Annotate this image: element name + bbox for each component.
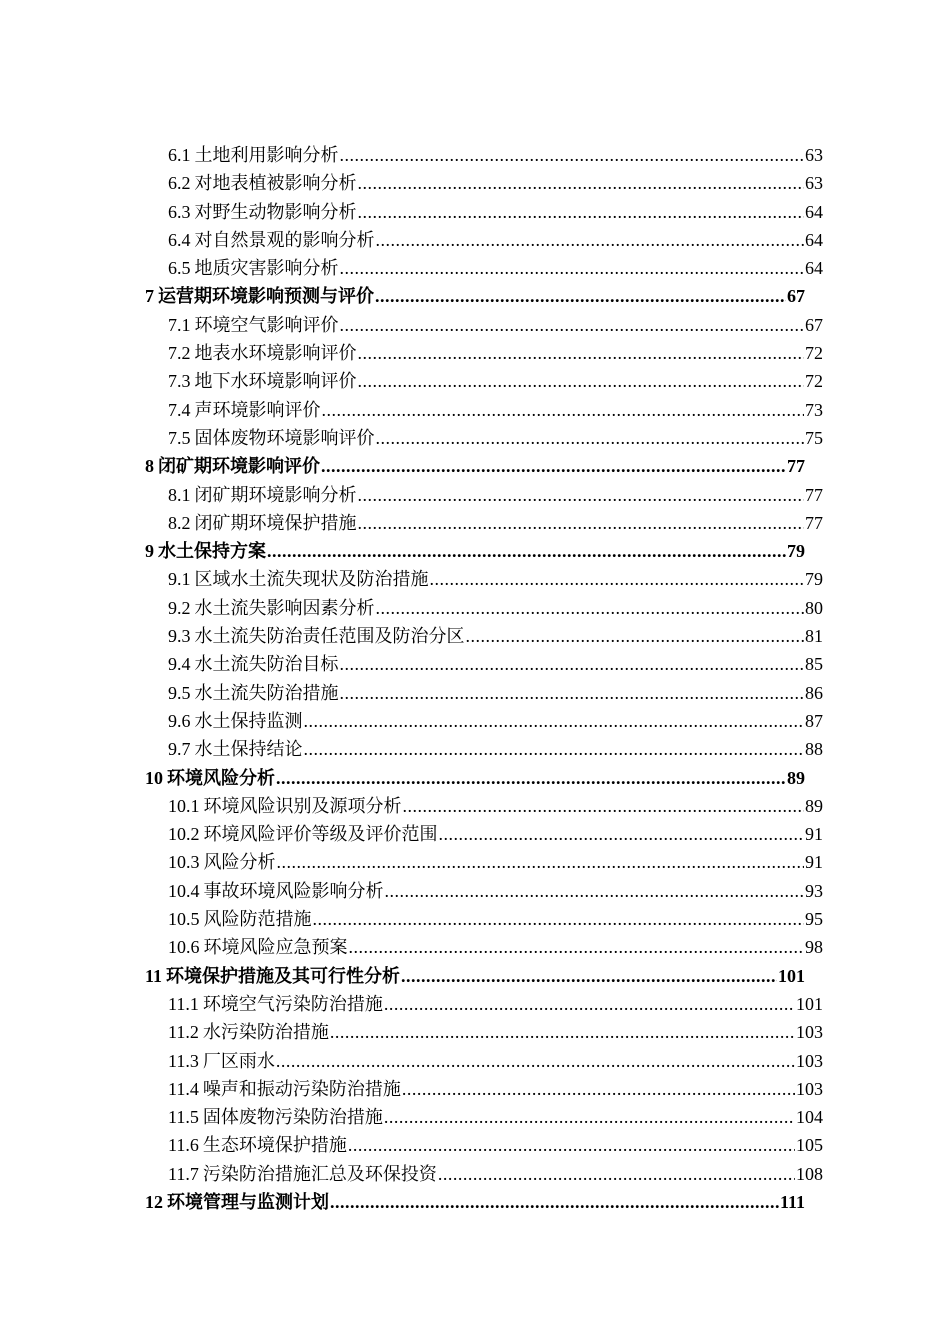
toc-entry-number: 11 bbox=[145, 965, 163, 986]
toc-entry-title: 声环境影响评价 bbox=[194, 399, 321, 420]
toc-section-entry[interactable] bbox=[168, 1047, 823, 1075]
toc-entry-page-number: 98 bbox=[805, 937, 823, 958]
toc-entry-title: 水土流失防治责任范围及防治分区 bbox=[194, 626, 465, 647]
toc-dot-leader bbox=[384, 1103, 795, 1131]
toc-dot-leader bbox=[358, 367, 805, 395]
toc-dot-leader bbox=[376, 424, 805, 452]
toc-entry-number: 9 bbox=[145, 541, 154, 562]
toc-entry-number: 9.3 bbox=[168, 626, 191, 647]
toc-entry-number: 8.2 bbox=[168, 512, 191, 533]
toc-entry-page-number: 104 bbox=[796, 1107, 823, 1128]
toc-section-entry[interactable] bbox=[168, 1103, 823, 1131]
toc-entry-number: 11.7 bbox=[168, 1163, 199, 1184]
toc-dot-leader bbox=[276, 764, 786, 792]
toc-entry-title: 事故环境风险影响分析 bbox=[203, 880, 384, 901]
toc-entry-number: 9.5 bbox=[168, 682, 191, 703]
toc-entry-title: 闭矿期环境保护措施 bbox=[194, 512, 357, 533]
toc-entry-number: 6.2 bbox=[168, 173, 191, 194]
toc-dot-leader bbox=[376, 594, 805, 622]
toc-entry-page-number: 85 bbox=[805, 654, 823, 675]
toc-entry-page-number: 101 bbox=[796, 993, 823, 1014]
toc-entry-page-number: 79 bbox=[787, 541, 805, 562]
toc-section-entry[interactable] bbox=[168, 1131, 823, 1159]
toc-entry-number: 11.1 bbox=[168, 993, 199, 1014]
toc-section-entry[interactable] bbox=[168, 933, 823, 961]
toc-entry-number: 7.2 bbox=[168, 343, 191, 364]
toc-entry-page-number: 86 bbox=[805, 682, 823, 703]
toc-dot-leader bbox=[276, 1047, 795, 1075]
toc-dot-leader bbox=[321, 452, 786, 480]
toc-entry-title: 地表水环境影响评价 bbox=[194, 343, 357, 364]
toc-section-entry[interactable] bbox=[168, 396, 823, 424]
toc-entry-number: 9.6 bbox=[168, 710, 191, 731]
toc-entry-page-number: 63 bbox=[805, 173, 823, 194]
toc-entry-page-number: 77 bbox=[805, 512, 823, 533]
toc-section-entry[interactable] bbox=[168, 707, 823, 735]
toc-dot-leader bbox=[375, 282, 786, 310]
toc-chapter-entry[interactable] bbox=[145, 282, 805, 310]
toc-entry-number: 11.6 bbox=[168, 1135, 199, 1156]
toc-section-entry[interactable] bbox=[168, 594, 823, 622]
toc-dot-leader bbox=[313, 905, 805, 933]
toc-entry-number: 10 bbox=[145, 767, 163, 788]
toc-entry-title: 闭矿期环境影响评价 bbox=[158, 456, 320, 477]
toc-section-entry[interactable] bbox=[168, 198, 823, 226]
toc-section-entry[interactable] bbox=[168, 622, 823, 650]
toc-dot-leader bbox=[430, 565, 805, 593]
toc-section-entry[interactable] bbox=[168, 367, 823, 395]
toc-entry-number: 10.4 bbox=[168, 880, 200, 901]
toc-entry-title: 土地利用影响分析 bbox=[194, 145, 339, 165]
toc-entry-number: 9.1 bbox=[168, 569, 191, 590]
toc-section-entry[interactable] bbox=[168, 1018, 823, 1046]
toc-dot-leader bbox=[466, 622, 805, 650]
toc-dot-leader bbox=[402, 1075, 795, 1103]
toc-section-entry[interactable] bbox=[168, 424, 823, 452]
toc-entry-title: 环境空气污染防治措施 bbox=[202, 993, 383, 1014]
toc-entry-title: 运营期环境影响预测与评价 bbox=[158, 286, 374, 307]
toc-dot-leader bbox=[401, 962, 777, 990]
toc-dot-leader bbox=[376, 226, 805, 254]
toc-dot-leader bbox=[358, 509, 805, 537]
toc-entry-title: 水污染防治措施 bbox=[202, 1022, 329, 1043]
toc-entry-page-number: 105 bbox=[796, 1135, 823, 1156]
toc-entry-number: 10.5 bbox=[168, 909, 200, 930]
toc-entry-title: 水土流失影响因素分析 bbox=[194, 597, 375, 618]
toc-entry-page-number: 72 bbox=[805, 371, 823, 392]
toc-entry-title: 对地表植被影响分析 bbox=[194, 173, 357, 194]
toc-section-entry[interactable] bbox=[168, 226, 823, 254]
toc-entry-page-number: 101 bbox=[778, 965, 805, 986]
toc-dot-leader bbox=[384, 990, 795, 1018]
toc-section-entry[interactable] bbox=[168, 905, 823, 933]
toc-section-entry[interactable] bbox=[168, 254, 823, 282]
toc-dot-leader bbox=[267, 537, 786, 565]
toc-dot-leader bbox=[340, 650, 805, 678]
toc-section-entry[interactable] bbox=[168, 990, 823, 1018]
toc-chapter-entry[interactable] bbox=[145, 764, 805, 792]
toc-entry-title: 风险分析 bbox=[203, 852, 276, 873]
toc-entry-number: 8 bbox=[145, 456, 154, 477]
toc-entry-title: 环境空气影响评价 bbox=[194, 314, 339, 335]
toc-dot-leader bbox=[304, 735, 805, 763]
toc-dot-leader bbox=[330, 1188, 779, 1216]
toc-entry-number: 11.3 bbox=[168, 1050, 199, 1071]
toc-entry-page-number: 64 bbox=[805, 258, 823, 279]
toc-section-entry[interactable] bbox=[168, 1160, 823, 1188]
toc-entry-page-number: 72 bbox=[805, 343, 823, 364]
toc-section-entry[interactable] bbox=[168, 169, 823, 197]
toc-entry-title: 环境风险评价等级及评价范围 bbox=[203, 824, 438, 845]
toc-entry-page-number: 108 bbox=[796, 1163, 823, 1184]
toc-entry-title: 生态环境保护措施 bbox=[202, 1135, 347, 1156]
toc-entry-page-number: 67 bbox=[787, 286, 805, 307]
toc-dot-leader bbox=[358, 481, 805, 509]
toc-entry-title: 水土流失防治措施 bbox=[194, 682, 339, 703]
toc-entry-number: 7.1 bbox=[168, 314, 191, 335]
table-of-contents bbox=[0, 141, 950, 1216]
toc-entry-page-number: 91 bbox=[805, 852, 823, 873]
toc-entry-number: 7 bbox=[145, 286, 154, 307]
toc-section-entry[interactable] bbox=[168, 650, 823, 678]
toc-entry-page-number: 77 bbox=[787, 456, 805, 477]
toc-dot-leader bbox=[277, 848, 805, 876]
toc-entry-page-number: 64 bbox=[805, 229, 823, 250]
toc-entry-title: 水土保持监测 bbox=[194, 710, 303, 731]
toc-section-entry[interactable] bbox=[168, 509, 823, 537]
toc-entry-number: 10.1 bbox=[168, 795, 200, 816]
toc-entry-title: 环境管理与监测计划 bbox=[167, 1191, 329, 1212]
toc-entry-page-number: 111 bbox=[779, 1191, 805, 1212]
toc-entry-page-number: 67 bbox=[805, 314, 823, 335]
toc-entry-page-number: 103 bbox=[796, 1078, 823, 1099]
toc-entry-page-number: 91 bbox=[805, 824, 823, 845]
toc-entry-page-number: 88 bbox=[805, 739, 823, 760]
toc-entry-number: 6.1 bbox=[168, 145, 191, 165]
toc-entry-title: 地质灾害影响分析 bbox=[194, 258, 339, 279]
toc-section-entry[interactable] bbox=[168, 311, 823, 339]
toc-entry-title: 噪声和振动污染防治措施 bbox=[202, 1078, 401, 1099]
toc-entry-title: 环境风险应急预案 bbox=[203, 937, 348, 958]
toc-entry-page-number: 73 bbox=[805, 399, 823, 420]
toc-chapter-entry[interactable] bbox=[145, 452, 805, 480]
toc-dot-leader bbox=[358, 339, 805, 367]
toc-entry-page-number: 75 bbox=[805, 427, 823, 448]
toc-entry-number: 7.4 bbox=[168, 399, 191, 420]
toc-dot-leader bbox=[358, 198, 805, 226]
toc-entry-number: 11.4 bbox=[168, 1078, 199, 1099]
toc-entry-page-number: 63 bbox=[805, 145, 823, 165]
toc-entry-number: 6.5 bbox=[168, 258, 191, 279]
toc-entry-page-number: 103 bbox=[796, 1022, 823, 1043]
toc-dot-leader bbox=[340, 254, 805, 282]
toc-entry-title: 水土流失防治目标 bbox=[194, 654, 339, 675]
toc-entry-page-number: 87 bbox=[805, 710, 823, 731]
toc-dot-leader bbox=[304, 707, 805, 735]
toc-entry-page-number: 103 bbox=[796, 1050, 823, 1071]
toc-entry-title: 区域水土流失现状及防治措施 bbox=[194, 569, 429, 590]
toc-entry-number: 6.3 bbox=[168, 201, 191, 222]
toc-entry-title: 环境保护措施及其可行性分析 bbox=[166, 965, 401, 986]
toc-entry-number: 7.3 bbox=[168, 371, 191, 392]
toc-dot-leader bbox=[340, 679, 805, 707]
toc-section-entry[interactable] bbox=[168, 565, 823, 593]
toc-entry-title: 环境风险识别及源项分析 bbox=[203, 795, 402, 816]
toc-section-entry[interactable] bbox=[168, 1075, 823, 1103]
toc-section-entry[interactable] bbox=[168, 877, 823, 905]
toc-entry-title: 水土保持结论 bbox=[194, 739, 303, 760]
toc-entry-page-number: 77 bbox=[805, 484, 823, 505]
toc-entry-title: 对自然景观的影响分析 bbox=[194, 229, 375, 250]
toc-entry-page-number: 81 bbox=[805, 626, 823, 647]
toc-section-entry[interactable] bbox=[168, 820, 823, 848]
toc-entry-title: 固体废物污染防治措施 bbox=[202, 1107, 383, 1128]
toc-chapter-entry[interactable] bbox=[145, 1188, 805, 1216]
toc-entry-title: 地下水环境影响评价 bbox=[194, 371, 357, 392]
toc-entry-title: 对野生动物影响分析 bbox=[194, 201, 357, 222]
toc-entry-title: 固体废物环境影响评价 bbox=[194, 427, 375, 448]
toc-dot-leader bbox=[403, 792, 805, 820]
toc-dot-leader bbox=[438, 1160, 795, 1188]
toc-dot-leader bbox=[340, 141, 805, 169]
toc-entry-page-number: 89 bbox=[787, 767, 805, 788]
toc-entry-number: 12 bbox=[145, 1191, 163, 1212]
toc-section-entry[interactable] bbox=[168, 792, 823, 820]
toc-dot-leader bbox=[322, 396, 805, 424]
toc-dot-leader bbox=[330, 1018, 795, 1046]
toc-entry-number: 11.5 bbox=[168, 1107, 199, 1128]
toc-entry-number: 7.5 bbox=[168, 427, 191, 448]
toc-section-entry[interactable] bbox=[168, 141, 823, 169]
toc-entry-number: 9.4 bbox=[168, 654, 191, 675]
toc-section-entry[interactable] bbox=[168, 735, 823, 763]
toc-entry-title: 污染防治措施汇总及环保投资 bbox=[202, 1163, 437, 1184]
toc-section-entry[interactable] bbox=[168, 481, 823, 509]
toc-entry-number: 10.2 bbox=[168, 824, 200, 845]
toc-dot-leader bbox=[439, 820, 805, 848]
toc-entry-title: 环境风险分析 bbox=[167, 767, 275, 788]
toc-entry-title: 风险防范措施 bbox=[203, 909, 312, 930]
toc-chapter-entry[interactable] bbox=[145, 962, 805, 990]
toc-section-entry[interactable] bbox=[168, 848, 823, 876]
toc-entry-page-number: 95 bbox=[805, 909, 823, 930]
toc-entry-page-number: 80 bbox=[805, 597, 823, 618]
toc-entry-page-number: 89 bbox=[805, 795, 823, 816]
toc-entry-number: 9.2 bbox=[168, 597, 191, 618]
toc-entry-number: 10.3 bbox=[168, 852, 200, 873]
toc-entry-number: 11.2 bbox=[168, 1022, 199, 1043]
toc-section-entry[interactable] bbox=[168, 679, 823, 707]
toc-chapter-entry[interactable] bbox=[145, 537, 805, 565]
toc-dot-leader bbox=[349, 933, 805, 961]
toc-section-entry[interactable] bbox=[168, 339, 823, 367]
toc-entry-page-number: 64 bbox=[805, 201, 823, 222]
toc-dot-leader bbox=[340, 311, 805, 339]
toc-entry-page-number: 93 bbox=[805, 880, 823, 901]
toc-entry-title: 厂区雨水 bbox=[202, 1050, 275, 1071]
toc-entry-title: 闭矿期环境影响分析 bbox=[194, 484, 357, 505]
toc-dot-leader bbox=[348, 1131, 795, 1159]
toc-dot-leader bbox=[358, 169, 805, 197]
toc-dot-leader bbox=[385, 877, 805, 905]
toc-entry-number: 9.7 bbox=[168, 739, 191, 760]
toc-entry-number: 6.4 bbox=[168, 229, 191, 250]
toc-entry-page-number: 79 bbox=[805, 569, 823, 590]
toc-entry-number: 8.1 bbox=[168, 484, 191, 505]
toc-entry-title: 水土保持方案 bbox=[158, 541, 266, 562]
toc-entry-number: 10.6 bbox=[168, 937, 200, 958]
